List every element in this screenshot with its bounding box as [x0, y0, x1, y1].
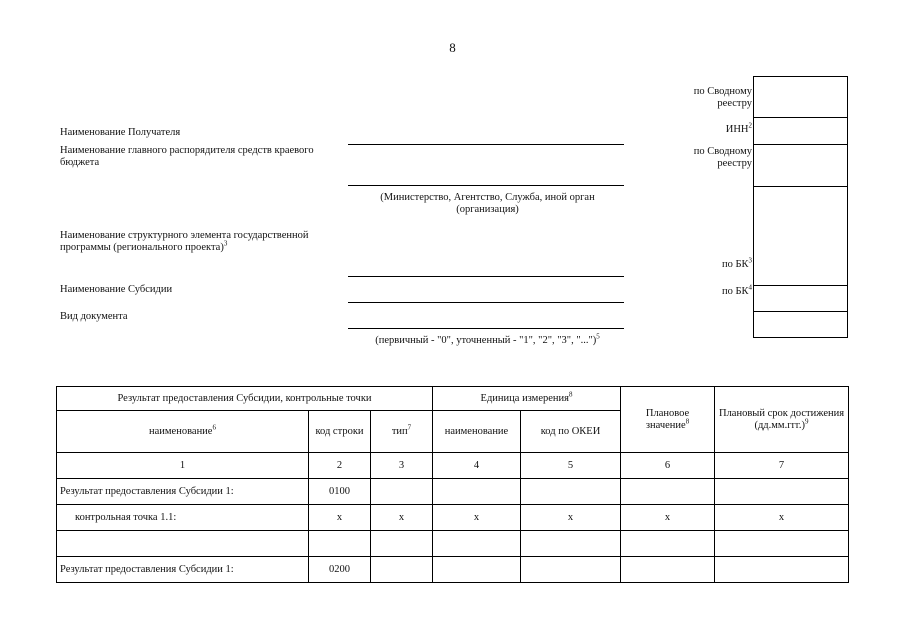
header-planned-term-text: Плановый срок достижения (дд.мм.ггг.): [718, 407, 845, 431]
header-name: [57, 411, 309, 453]
note-doc-kind-text: (первичный - "0", уточненный - "1", "2", "3", "..."): [375, 335, 597, 346]
footnote-4: 4: [748, 283, 752, 292]
cell-code: 0100: [309, 479, 371, 505]
label-svodny-reestr-2: по Сводному реестру: [693, 146, 752, 169]
table-row: [57, 531, 849, 557]
col-number: 2: [309, 453, 371, 479]
table-row: [57, 479, 849, 505]
footnote-8: 8: [568, 390, 573, 398]
col-number: 3: [371, 453, 433, 479]
label-structural-element: [60, 230, 345, 254]
label-bk-3-text: по БК: [721, 259, 749, 270]
cell-term: x: [715, 505, 849, 531]
codes-divider: [753, 311, 848, 312]
cell-code[interactable]: [309, 531, 371, 557]
cell-term[interactable]: [715, 479, 849, 505]
cell-value[interactable]: [621, 531, 715, 557]
codes-box: [753, 76, 848, 338]
header-okei-code: код по ОКЕИ: [521, 411, 621, 453]
label-recipient: Наименование Получателя: [60, 127, 181, 138]
codes-divider: [753, 285, 848, 286]
header-unit-text: Единица измерения: [480, 392, 569, 404]
cell-okei[interactable]: [521, 479, 621, 505]
cell-okei: x: [521, 505, 621, 531]
codes-divider: [753, 186, 848, 187]
footnote-5: 5: [596, 332, 600, 341]
fill-line-recipient[interactable]: [348, 144, 624, 145]
cell-type[interactable]: [371, 557, 433, 583]
cell-okei[interactable]: [521, 557, 621, 583]
cell-code: 0200: [309, 557, 371, 583]
cell-value: x: [621, 505, 715, 531]
cell-name: Результат предоставления Субсидии 1:: [57, 479, 309, 505]
cell-name: контрольная точка 1.1:: [57, 505, 309, 531]
table-row: [57, 557, 849, 583]
label-inn: [660, 121, 752, 136]
cell-type: x: [371, 505, 433, 531]
page-number: 8: [449, 40, 456, 55]
note-doc-kind: [355, 332, 620, 347]
header-planned-value-text: Плановое значение: [645, 407, 690, 431]
label-subsidy: Наименование Субсидии: [60, 284, 173, 295]
cell-term[interactable]: [715, 531, 849, 557]
fill-line-doc-type[interactable]: [348, 328, 624, 329]
header-type: [371, 411, 433, 453]
label-structural-element-text: Наименование структурного элемента государственной программы (регионального проекта): [60, 230, 309, 253]
label-svodny-reestr-1: по Сводному реестру: [693, 86, 752, 109]
codes-divider: [753, 117, 848, 118]
cell-value[interactable]: [621, 557, 715, 583]
header-row-code: код строки: [309, 411, 371, 453]
col-number: 4: [433, 453, 521, 479]
table-row: [57, 505, 849, 531]
cell-unit-name[interactable]: [433, 531, 521, 557]
results-table: [56, 386, 849, 583]
header-planned-value: [621, 387, 715, 453]
fill-line-chief-manager[interactable]: [348, 185, 624, 186]
cell-term[interactable]: [715, 557, 849, 583]
header-planned-term: [715, 387, 849, 453]
cell-unit-name[interactable]: [433, 479, 521, 505]
cell-unit-name: x: [433, 505, 521, 531]
column-numbers-row: [57, 453, 849, 479]
label-inn-text: ИНН: [725, 124, 749, 135]
label-doc-type: Вид документа: [60, 311, 128, 322]
fill-line-subsidy[interactable]: [348, 302, 624, 303]
footnote-6: 6: [212, 423, 216, 431]
footnote-3b: 3: [748, 256, 752, 265]
footnote-7: 7: [407, 423, 412, 431]
header-type-text: тип: [391, 425, 408, 437]
label-bk-4: [660, 283, 752, 298]
cell-type[interactable]: [371, 479, 433, 505]
header-name-text: наименование: [149, 425, 213, 437]
col-number: 6: [621, 453, 715, 479]
cell-unit-name[interactable]: [433, 557, 521, 583]
col-number: 5: [521, 453, 621, 479]
label-bk-3: [660, 256, 752, 271]
cell-code: x: [309, 505, 371, 531]
header-unit-group: [433, 387, 621, 411]
cell-name: Результат предоставления Субсидии 1:: [57, 557, 309, 583]
cell-value[interactable]: [621, 479, 715, 505]
footnote-9: 9: [805, 417, 809, 425]
cell-okei[interactable]: [521, 531, 621, 557]
note-ministry: (Министерство, Агентство, Служба, иной орган (организация): [380, 192, 595, 215]
label-bk-4-text: по БК: [721, 286, 749, 297]
cell-name[interactable]: [57, 531, 309, 557]
footnote-2: 2: [748, 121, 752, 130]
label-chief-manager: Наименование главного распорядителя средств краевого бюджета: [60, 145, 314, 168]
header-unit-name: наименование: [433, 411, 521, 453]
footnote-3: 3: [223, 239, 228, 248]
col-number: 1: [57, 453, 309, 479]
fill-line-structural-element[interactable]: [348, 276, 624, 277]
footnote-8b: 8: [685, 417, 690, 425]
header-result-group: Результат предоставления Субсидии, контрольные точки: [57, 387, 433, 411]
cell-type[interactable]: [371, 531, 433, 557]
codes-divider: [753, 144, 848, 145]
col-number: 7: [715, 453, 849, 479]
